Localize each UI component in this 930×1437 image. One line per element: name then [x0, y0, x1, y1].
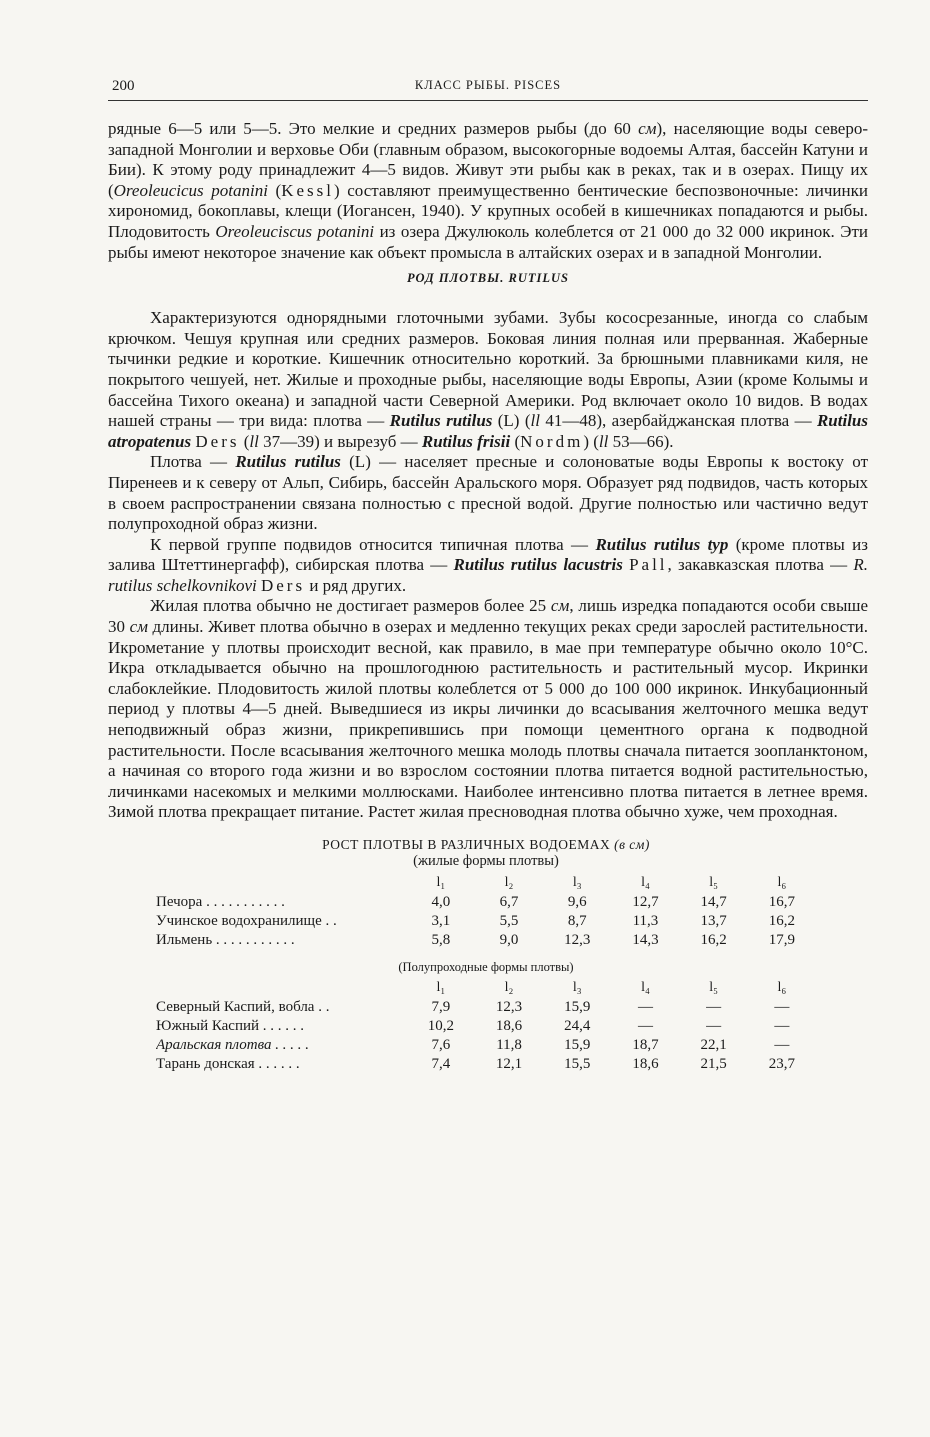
- paragraph-genus-description: Характеризуются однорядными глоточными зубами. Зубы кососрезанные, иногда со слабым крючком. Чешуя крупная или средних размеров. Боковая линия полная или прерванная. Жаберные тычинки редкие и короткие. Кишечник относительно короткий. За брюшными плавниками киля, не покрытого чешуей, нет. Жилые и проходные рыбы, населяющие воды Европы, Азии (кроме Колымы и бассейна Тихого океана) и западной части Северной Америки. Род включает около 10 видов. В водах нашей страны — три вида: плотва — Rutilus rutilus (L) (ll 41—48), азербайджанская плотва — Rutilus atropatenus Ders (ll 37—39) и вырезуб — Rutilus frisii (Nordm) (ll 53—66).: [108, 308, 868, 451]
- column-header: l₁: [436, 980, 446, 995]
- column-header: l₄: [641, 980, 650, 995]
- table-subtitle-semi: (Полупроходные формы плотвы): [398, 960, 574, 974]
- running-head: КЛАСС РЫБЫ. PISCES: [414, 78, 562, 92]
- table-cell: 14,3: [632, 932, 659, 948]
- growth-table: [156, 837, 816, 1074]
- table-cell: 11,3: [632, 913, 659, 929]
- table-cell: 11,8: [496, 1037, 522, 1053]
- table-cell: 18,7: [632, 1037, 659, 1053]
- table-header-row: [156, 977, 816, 998]
- table-cell: 9,0: [499, 932, 519, 948]
- table-cell: 22,1: [700, 1037, 727, 1053]
- column-header: l₅: [709, 980, 719, 995]
- row-label: Тарань донская . . . . . .: [156, 1056, 300, 1072]
- table-cell: 15,9: [564, 1037, 591, 1053]
- table-cell: —: [706, 1018, 722, 1034]
- column-header: l₄: [641, 875, 650, 890]
- table-cell: 12,7: [632, 894, 659, 910]
- page-number: 200: [112, 78, 135, 94]
- row-label: Северный Каспий, вобла . .: [156, 999, 330, 1015]
- column-header: l₂: [504, 980, 514, 995]
- table-resident: [156, 872, 816, 950]
- table-row: [156, 998, 816, 1017]
- table-caption: РОСТ ПЛОТВЫ В РАЗЛИЧНЫХ ВОДОЕМАХ (в см): [322, 837, 650, 852]
- table-cell: —: [774, 999, 790, 1015]
- table-cell: 7,4: [431, 1056, 451, 1072]
- table-cell: 8,7: [567, 913, 587, 929]
- table-cell: —: [637, 999, 653, 1015]
- table-cell: 16,7: [768, 894, 795, 910]
- table-cell: 16,2: [700, 932, 727, 948]
- table-cell: —: [706, 999, 722, 1015]
- table-row: [156, 912, 816, 931]
- table-cell: 24,4: [564, 1018, 591, 1034]
- table-cell: 7,9: [431, 999, 451, 1015]
- table-cell: 12,3: [495, 999, 523, 1015]
- table-cell: 17,9: [768, 932, 795, 948]
- column-header: l₆: [777, 875, 787, 890]
- table-cell: 15,9: [564, 999, 591, 1015]
- table-cell: 12,1: [495, 1056, 523, 1072]
- table-cell: —: [774, 1037, 790, 1053]
- section-title: РОД ПЛОТВЫ. RUTILUS: [407, 271, 569, 286]
- table-row: [156, 893, 816, 912]
- table-cell: 21,5: [700, 1056, 727, 1072]
- table-semi-anadromous: [156, 977, 816, 1074]
- paragraph-oreoleuciscus: рядные 6—5 или 5—5. Это мелкие и средних размеров рыбы (до 60 см), населяющие воды северо-западной Монголии и верховье Оби (главным образом, высокогорные водоемы Алтая, бассейн Катуни и Бии). К этому роду принадлежит 4—5 видов. Живут эти рыбы как в реках, так и в озерах. Пищу их (Oreoleucicus potanini (Kessl) составляют преимущественно бентические беспозвоночные: личинки хирономид, бокоплавы, клещи (Иогансен, 1940). У крупных особей в кишечниках попадаются и рыбы. Плодовитость Oreoleuciscus potanini из озера Джулюколь колеблется от 21 000 до 32 000 икринок. Эти рыбы имеют некоторое значение как объект промысла в алтайских озерах и в западной Монголии.: [108, 119, 869, 262]
- row-label: Учинское водохранилище . .: [156, 913, 337, 929]
- table-row: [156, 1055, 816, 1074]
- table-row: [156, 1017, 816, 1036]
- table-cell: 12,3: [564, 932, 591, 948]
- table-cell: —: [637, 1018, 653, 1034]
- table-cell: 15,5: [564, 1056, 591, 1072]
- column-header: l₁: [436, 875, 446, 890]
- table-cell: 5,8: [431, 932, 451, 948]
- row-label: Аральская плотва . . . . .: [156, 1037, 310, 1053]
- table-subtitle-resident: (жилые формы плотвы): [413, 853, 559, 869]
- table-cell: 18,6: [632, 1056, 659, 1072]
- paragraph-subspecies: К первой группе подвидов относится типичная плотва — Rutilus rutilus typ (кроме плотвы из залива Штеттинергафф), сибирская плотва — Rutilus rutilus lacustris Pall, закавказская плотва — R. rutilus schelkovnikovi Ders и ряд других.: [108, 534, 868, 595]
- column-header: l₂: [504, 875, 514, 890]
- table-row: [156, 931, 816, 950]
- column-header: l₃: [572, 980, 582, 995]
- row-label: Печора . . . . . . . . . . .: [156, 894, 285, 910]
- table-cell: 5,5: [499, 913, 519, 929]
- table-header-row: [156, 872, 816, 893]
- table-cell: 9,6: [567, 894, 587, 910]
- table-cell: 13,7: [700, 913, 727, 929]
- table-cell: 10,2: [427, 1018, 454, 1034]
- column-header: l₅: [709, 875, 719, 890]
- column-header: l₃: [572, 875, 582, 890]
- table-cell: 23,7: [768, 1056, 795, 1072]
- table-cell: 6,7: [499, 894, 519, 910]
- table-cell: —: [774, 1018, 790, 1034]
- table-cell: 18,6: [495, 1018, 523, 1034]
- column-header: l₆: [777, 980, 787, 995]
- row-label: Ильмень . . . . . . . . . . .: [156, 932, 295, 948]
- row-label: Южный Каспий . . . . . .: [156, 1018, 305, 1034]
- page-header: [108, 76, 868, 101]
- table-cell: 3,1: [431, 913, 451, 929]
- table-cell: 14,7: [700, 894, 727, 910]
- table-row: [156, 1036, 816, 1055]
- table-cell: 4,0: [431, 894, 451, 910]
- table-cell: 16,2: [768, 913, 795, 929]
- paragraph-biology: Жилая плотва обычно не достигает размеров более 25 см, лишь изредка попадаются особи свыше 30 см длины. Живет плотва обычно в озерах и медленно текущих реках среди зарослей растительности. Икрометание у плотвы происходит весной, как правило, в мае при температуре обычно около 10°С. Икра откладывается обычно на прошлогоднюю растительность и растительный мусор. Икринки слабоклейкие. Плодовитость жилой плотвы колеблется от 5 000 до 100 000 икринок. Инкубационный период у плотвы 4—5 дней. Выведшиеся из икры личинки до всасывания желточного мешка ведут неподвижный образ жизни, прикрепившись при помощи цементного органа к подводной растительности. После всасывания желточного мешка молодь плотвы сначала питается зоопланктоном, а начиная со второго года жизни и во взрослом состоянии плотва питается водной растительностью, личинками насекомых и мелкими моллюсками. Наиболее интенсивно плотва питается в летнее время. Зимой плотва прекращает питание. Растет жилая пресноводная плотва обычно хуже, чем проходная.: [108, 596, 869, 822]
- paragraph-rutilus-rutilus: Плотва — Rutilus rutilus (L) — населяет пресные и солоноватые воды Европы к востоку от Пиренеев и к северу от Альп, Сибирь, бассейн Аральского моря. Образует ряд подвидов, часть которых в своем распространении связана полностью с пресной водой. Другие полностью или частично ведут полупроходной образ жизни.: [108, 452, 868, 534]
- book-page: [108, 76, 868, 1074]
- table-cell: 7,6: [431, 1037, 451, 1053]
